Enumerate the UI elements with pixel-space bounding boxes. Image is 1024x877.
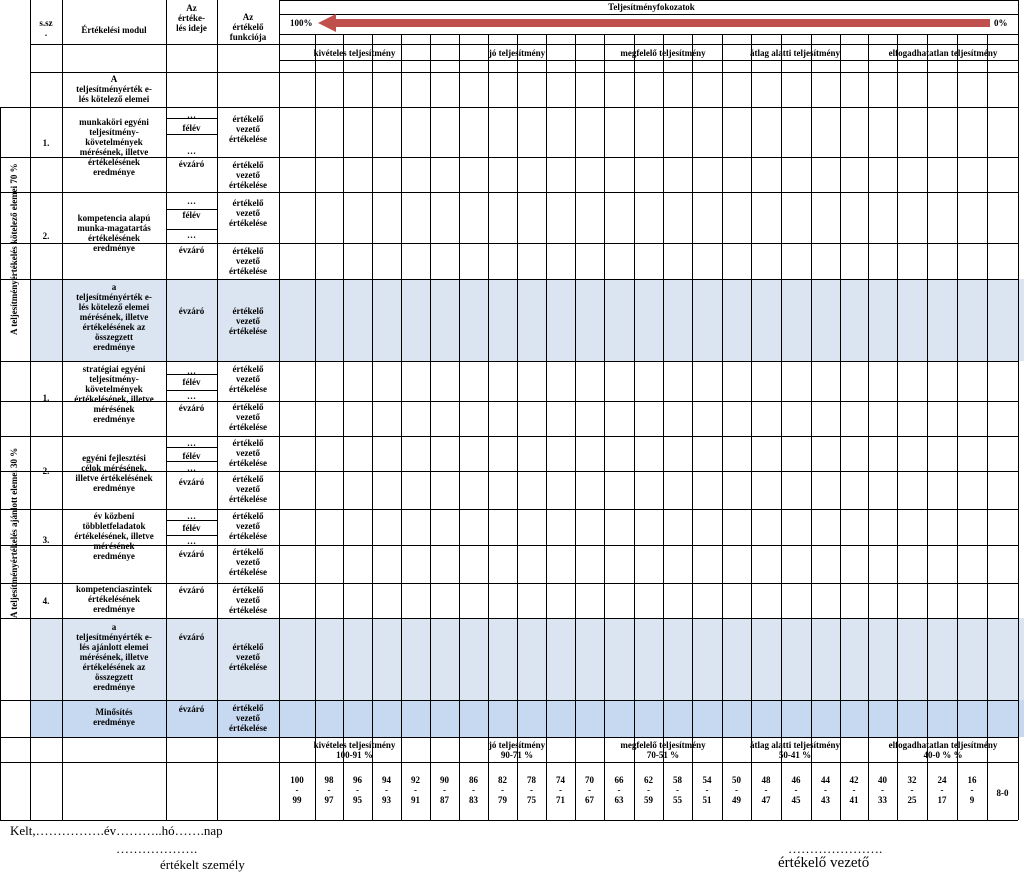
- score-range: 46 - 45: [791, 775, 801, 805]
- evaluator-function: értékelő vezető értékelése: [229, 511, 267, 541]
- period-label: évzáró: [178, 549, 205, 559]
- pct-right: 0%: [994, 18, 1008, 28]
- grid-line: [751, 34, 752, 762]
- score-range: 54 - 51: [702, 775, 712, 805]
- grid-line: [0, 820, 1018, 821]
- evaluator-function: értékelő vezető értékelése: [229, 114, 267, 144]
- evaluator-label: értékelő vezető: [778, 855, 870, 871]
- grid-line: [279, 34, 280, 762]
- grid-line: [634, 34, 635, 762]
- score-range: 24 - 17: [937, 775, 947, 805]
- grid-line: [957, 34, 958, 762]
- grid-line: [781, 34, 782, 762]
- grid-line: [840, 34, 841, 762]
- grid-line: [927, 34, 928, 762]
- row-text: kompetenciaszintek értékelésének eredménye: [76, 584, 152, 614]
- period-label: évzáró: [178, 585, 205, 595]
- summary-band-recommended: [30, 618, 1024, 700]
- bottom-grade-header: megfelelő teljesítmény 70-51 %: [620, 740, 706, 760]
- score-range: 8-0: [996, 788, 1009, 798]
- grid-line: [897, 34, 898, 762]
- scale-arrow-icon: [318, 13, 990, 33]
- evaluated-person-label: értékelt személy: [160, 857, 245, 872]
- period-dots: …: [187, 463, 196, 473]
- grid-line: [0, 700, 1018, 701]
- period-dots: …: [187, 536, 196, 546]
- grid-line: [0, 737, 1018, 738]
- row-text: kompetencia alapú munka-magatartás értékelésének eredménye: [77, 213, 151, 253]
- grid-line: [0, 279, 1018, 280]
- period-dots: …: [187, 511, 196, 521]
- period-label: évzáró: [178, 704, 205, 714]
- grid-line: [0, 762, 1018, 763]
- evaluator-function: értékelő vezető értékelése: [229, 642, 267, 672]
- row-text: munkaköri egyéni teljesítmény- követelmények mérésének, illetve értékelésének eredménye: [79, 117, 149, 177]
- row-text: stratégiai egyéni teljesítmény- követelmények értékelésének, illetve mérésének eredménye: [74, 364, 154, 424]
- period-label: félév: [182, 377, 201, 387]
- row-text: egyéni fejlesztési célok mérésének, illetve értékelésének eredménye: [75, 453, 153, 493]
- score-range: 78 - 75: [527, 775, 536, 805]
- evaluator-function: értékelő vezető értékelése: [229, 474, 267, 504]
- pct-left: 100%: [290, 18, 313, 28]
- grade-header: megfelelő teljesítmény: [620, 48, 706, 58]
- evaluator-function: értékelő vezető értékelése: [229, 246, 267, 276]
- bottom-grade-header: jó teljesítmény 90-71 %: [488, 740, 546, 760]
- period-dots: …: [187, 366, 196, 376]
- period-label: évzáró: [178, 245, 205, 255]
- evaluator-function: értékelő vezető értékelése: [229, 306, 267, 336]
- period-label: félév: [182, 123, 201, 133]
- score-range: 50 - 49: [732, 775, 741, 805]
- grid-line: [663, 34, 664, 762]
- bottom-grade-header: átlag alatti teljesítmény 50-41 %: [750, 740, 840, 760]
- period-dots: …: [187, 146, 196, 156]
- date-line: Kelt,…………….év………..hó…….nap: [10, 823, 223, 838]
- grid-line: [279, 60, 1018, 61]
- row-text: év közbeni többletfeladatok értékelésének, illetve mérésének eredménye: [74, 511, 154, 561]
- score-range: 44 - 43: [821, 775, 830, 805]
- evaluator-function: értékelő vezető értékelése: [229, 703, 267, 733]
- grid-line: [30, 44, 1018, 45]
- score-range: 98 - 97: [324, 775, 334, 805]
- score-range: 70 - 67: [585, 775, 594, 805]
- grid-line: [0, 509, 1018, 510]
- period-label: évzáró: [178, 306, 205, 316]
- row-number: 2.: [42, 231, 50, 241]
- period-dots: …: [187, 230, 196, 240]
- grade-header: elfogadhatatlan teljesítmény: [888, 48, 998, 58]
- evaluator-function: értékelő vezető értékelése: [229, 438, 267, 468]
- grid-line: [166, 134, 217, 135]
- evaluator-function: értékelő vezető értékelése: [229, 364, 267, 394]
- grid-line: [604, 34, 605, 762]
- score-range: 40 - 33: [878, 775, 887, 805]
- period-label: félév: [182, 523, 201, 533]
- header-funkcio: Az értékelő funkciója: [229, 12, 267, 42]
- evaluator-function: értékelő vezető értékelése: [229, 585, 267, 615]
- grid-line: [166, 461, 217, 462]
- score-range: 66 - 63: [614, 775, 624, 805]
- score-range: 92 - 91: [411, 775, 420, 805]
- evaluator-function: értékelő vezető értékelése: [229, 198, 267, 228]
- grid-line: [315, 34, 316, 762]
- summary-text: a teljesítményérték e- lés ajánlott elemei mérésének, illetve értékelésének az összegzett eredménye: [76, 622, 152, 692]
- row-number: 3.: [42, 535, 50, 545]
- grid-line: [692, 34, 693, 762]
- grid-line: [279, 34, 1018, 35]
- grid-line: [517, 34, 518, 762]
- grid-line: [401, 34, 402, 762]
- period-label: évzáró: [178, 477, 205, 487]
- row-number: 4.: [42, 596, 50, 606]
- score-range: 74 - 71: [556, 775, 565, 805]
- evaluator-function: értékelő vezető értékelése: [229, 402, 267, 432]
- header-ssz: s.sz .: [39, 18, 53, 38]
- evaluator-function: értékelő vezető értékelése: [229, 160, 267, 190]
- grid-line: [722, 34, 723, 762]
- period-label: félév: [182, 451, 201, 461]
- score-range: 32 - 25: [907, 775, 917, 805]
- period-label: évzáró: [178, 159, 205, 169]
- period-dots: …: [187, 438, 196, 448]
- period-dots: …: [187, 110, 196, 120]
- grid-line: [0, 107, 1, 820]
- score-range: 100 - 99: [290, 775, 304, 805]
- evaluator-function: értékelő vezető értékelése: [229, 547, 267, 577]
- rating-text: Minősítés eredménye: [93, 707, 135, 727]
- score-range: 62 - 59: [644, 775, 653, 805]
- period-label: félév: [182, 210, 201, 220]
- signature-dots-left: ……………….: [116, 841, 198, 856]
- header-fokozatok: Teljesítményfokozatok: [608, 2, 695, 12]
- grid-line: [372, 34, 373, 762]
- grid-line: [1018, 737, 1019, 762]
- score-range: 94 - 93: [382, 775, 391, 805]
- grid-line: [279, 0, 1018, 1]
- grid-line: [987, 34, 988, 762]
- score-range: 86 - 83: [469, 775, 478, 805]
- grid-line: [430, 34, 431, 762]
- row-number: 1.: [42, 393, 50, 403]
- score-range: 16 - 9: [967, 775, 977, 805]
- grade-header: jó teljesítmény: [488, 48, 546, 58]
- grid-line: [343, 34, 344, 762]
- grid-line: [1018, 762, 1019, 820]
- grid-line: [488, 34, 489, 762]
- period-label: évzáró: [178, 632, 205, 642]
- score-range: 90 - 87: [440, 775, 449, 805]
- bottom-grade-header: elfogadhatatlan teljesítmény 40-0 % %: [888, 740, 998, 760]
- grid-line: [1018, 34, 1019, 762]
- summary-text: a teljesítményérték e- lés kötelező elemei mérésének, illetve értékelésének az összegzett eredménye: [76, 282, 152, 352]
- row-number: 2.: [42, 466, 50, 476]
- signature-dots-right: ………………….: [788, 841, 883, 856]
- grid-line: [30, 72, 1018, 73]
- grid-line: [0, 618, 1018, 619]
- period-dots: …: [187, 391, 196, 401]
- section-label-recommended: A teljesítményértékelés ajánlott elemei 30 %: [9, 447, 19, 618]
- score-range: 42 - 41: [849, 775, 859, 805]
- period-dots: …: [187, 196, 196, 206]
- section-label-mandatory: A teljesítményértékelés kötelező elemei 70 %: [9, 163, 19, 335]
- grid-line: [0, 361, 1018, 362]
- grid-line: [546, 34, 547, 762]
- row-number: 1.: [42, 138, 50, 148]
- score-range: 82 - 79: [498, 775, 507, 805]
- grid-line: [0, 107, 1018, 108]
- grid-line: [0, 436, 1018, 437]
- header-modul: Értékelési modul: [81, 25, 147, 35]
- score-range: 48 - 47: [761, 775, 771, 805]
- score-range: 96 - 95: [353, 775, 362, 805]
- grid-line: [0, 192, 1018, 193]
- grid-line: [811, 34, 812, 762]
- grid-line: [30, 0, 31, 820]
- summary-band-mandatory: [30, 279, 1024, 361]
- grid-line: [575, 34, 576, 762]
- grid-line: [459, 34, 460, 762]
- grade-header: kivételes teljesítmény: [313, 48, 396, 58]
- grade-header: átlag alatti teljesítmény: [750, 48, 840, 58]
- score-range: 58 - 55: [673, 775, 682, 805]
- header-ido: Az értéke- lés ideje: [176, 3, 207, 33]
- bottom-grade-header: kivételes teljesítmény 100-91 %: [313, 740, 396, 760]
- mandatory-title: A teljesítményérték e- lés kötelező elemei: [76, 74, 152, 104]
- period-label: évzáró: [178, 403, 205, 413]
- grid-line: [868, 34, 869, 762]
